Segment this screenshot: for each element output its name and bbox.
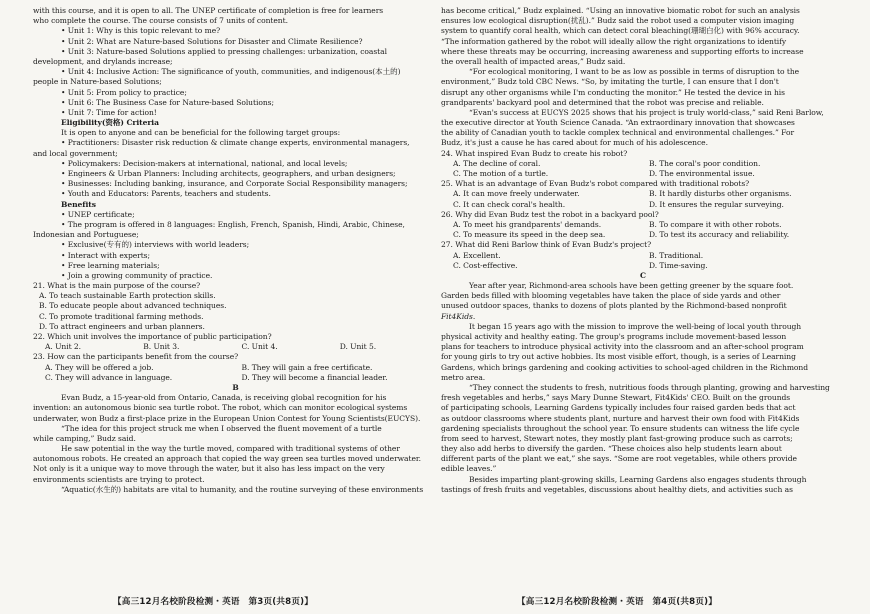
text-line: while camping,” Budz said. [33,433,136,443]
answer-option: A. It can move freely underwater. [453,189,580,199]
text-line: 22. Which unit involves the importance of public participation? [33,332,272,341]
text-line: has become critical,” Budz explained. “Using an innovative biomatic robot for such an analysis [441,6,800,15]
question: 25. What is an advantage of Evan Budz's robot compared with traditional robots? [441,179,750,189]
text-line: Evan Budz, a 15-year-old from Ontario, Canada, is receiving global recognition for his [61,393,387,403]
text-line: • Youth and Educators: Parents, teachers and students. [61,189,271,199]
text-line: where these threats may be occurring, increasing awareness and supporting efforts to increase [441,46,804,56]
text-line: “They connect the students to fresh, nutritious foods through planting, growing and harvesting [469,382,830,392]
text-line: as outdoor classrooms where students plant, nurture and harvest their own food with Fit4Kids [441,413,800,423]
question: 23. How can the participants benefit from the course? [33,352,239,362]
text-line: system to quantify coral health, which can detect coral bleaching(珊瑚白化) with 96% accuracy. [441,26,800,36]
answer-option: B. To compare it with other robots. [649,219,782,229]
text-line: environment,” Budz told CBC News. “So, by imitating the turtle, I can ensure that I don't [441,77,779,87]
text-line: from seed to harvest, Stewart notes, they mostly plant fast-growing produce such as carrots; [441,433,793,443]
answer-options [33,363,438,373]
left-column [33,6,438,495]
text-line: gardening specialists throughout the school year. To ensure students can witness the life cycle [441,423,800,433]
text-line: • The program is offered in 8 languages: English, French, Spanish, Hindi, Arabic, Chinese, [61,219,405,229]
answer-options [33,342,438,352]
text-line: • Unit 5: From policy to practice; [61,87,187,97]
text-line: • Join a growing community of practice. [61,270,213,280]
text-line: 21. What is the main purpose of the course? [33,281,201,291]
text-line: Gardens, which brings gardening and cooking activities to school-aged children in the Richmond [441,362,809,372]
text-line: • Unit 7: Time for action! [61,107,157,117]
answer-option: A. They will be offered a job. [45,362,154,372]
text-line: the executive director at Youth Science Canada. “An extraordinary innovation that showcases [441,118,795,128]
answer-option: B. The coral's poor condition. [649,158,761,168]
answer-option: C. Cost-effective. [453,260,518,270]
answer-options [441,261,845,271]
text-line: people in Nature-based Solutions; [33,77,162,87]
answer-options [441,230,845,240]
text-line: who complete the course. The course consists of 7 units of content. [33,16,288,26]
text-line: It is open to anyone and can be beneficial for the following target groups: [61,128,341,138]
text-line: “For ecological monitoring, I want to be as low as possible in terms of disruption to the [469,67,800,77]
text-line: • Unit 2: What are Nature-based Solutions for Disaster and Climate Resilience? [61,36,363,46]
answer-option: D. It ensures the regular surveying. [649,199,784,209]
footer-right: 【高三12月名校阶段检测・英语 第4页(共8页)】 [517,597,718,607]
text-line: • UNEP certificate; [61,209,135,219]
text-line: metro area. [441,372,486,382]
text-line: Indonesian and Portuguese; [33,230,139,240]
text-line: Fit4Kids. [441,311,476,321]
text-line: autonomous robots. He created an approach that copied the way green sea turtles moved underwater. [33,454,421,464]
answer-option: C. Unit 4. [241,342,278,352]
text-line: A. To teach sustainable Earth protection skills. [39,291,216,301]
text-line: • Unit 1: Why is this topic relevant to me? [61,26,221,36]
answer-option: A. Unit 2. [45,342,82,352]
text-line: • Policymakers: Decision-makers at international, national, and local levels; [61,158,348,168]
text-line: Year after year, Richmond-area schools have been getting greener by the square foot. [469,281,794,291]
text-line: of participating schools, Learning Gardens typically includes four raised garden beds that act [441,403,796,413]
footer-left: 【高三12月名校阶段检测・英语 第3页(共8页)】 [113,597,314,607]
text-line: • Unit 3: Nature-based Solutions applied to pressing challenges: urbanization, coastal [61,46,387,56]
text-line: • Unit 4: Inclusive Action: The significance of youth, communities, and indigenous(本土的) [61,67,401,77]
text-line: physical activity and healthy eating. The group's programs include movement-based lesson [441,332,787,341]
answer-option: B. It hardly disturbs other organisms. [649,189,792,199]
text-line: grandparents' backyard pool and determined that the robot was precise and reliable. [441,97,764,107]
text-line: It began 15 years ago with the mission to improve the well-being of local youth through [469,321,802,331]
text-line: ensures low ecological disruption(扰乱).” Budz said the robot used a computer vision imaging [441,16,795,26]
answer-option: D. Time-saving. [649,260,708,270]
text-line: “The information gathered by the robot will ideally allow the right organizations to identify [441,36,787,46]
answer-option: C. It can check coral's health. [453,199,566,209]
text-line: 24. What inspired Evan Budz to create his robot? [441,148,628,158]
answer-options [441,169,845,179]
answer-options [441,159,845,169]
question: 26. Why did Evan Budz test the robot in a backyard pool? [441,209,659,219]
text-line: edible leaves.” [441,464,497,474]
text-line: invention: an autonomous bionic sea turtle robot. The robot, which can monitor ecological systems [33,403,408,413]
text-line: • Unit 6: The Business Case for Nature-based Solutions; [61,97,274,107]
text-line: • Free learning materials; [61,260,160,270]
text-line: • Engineers & Urban Planners: Including architects, geographers, and urban designers; [61,169,396,178]
text-line: and local government; [33,148,118,158]
right-column [441,6,845,495]
text-line: B. To educate people about advanced techniques. [39,301,227,311]
text-line: tastings of fresh fruits and vegetables, discussions about healthy diets, and activities such as [441,484,793,494]
text-line: development, and drylands increase; [33,56,173,66]
text-line: they also add herbs to diversify the garden. “These choices also help students learn about [441,444,782,454]
text-line: fresh vegetables and herbs,” says Mary Dunne Stewart, Fit4Kids' CEO. Built on the grounds [441,393,791,403]
answer-option: C. To measure its speed in the deep sea. [453,230,606,240]
text-line: “The idea for this project struck me when I observed the fluent movement of a turtle [61,423,382,433]
text-line: plans for teachers to introduce physical activity into the classroom and an after-school program [441,342,804,352]
answer-option: A. Excellent. [453,250,501,260]
text-line: Besides imparting plant-growing skills, Learning Gardens also engages students through [469,474,807,484]
text-line: with this course, and it is open to all. The UNEP certificate of completion is free for learners [33,6,384,15]
answer-options [441,200,845,210]
text-line: • Interact with experts; [61,250,150,260]
text-line: “Aquatic(水生的) habitats are vital to humanity, and the routine surveying of these environments [61,484,424,494]
answer-option: B. They will gain a free certificate. [241,362,373,372]
answer-options [441,220,845,230]
answer-option: C. The motion of a turtle. [453,169,549,178]
question: 27. What did Reni Barlow think of Evan Budz's project? [441,240,652,250]
text-line: • Businesses: Including banking, insurance, and Corporate Social Responsibility managers; [61,179,408,189]
answer-options [33,373,438,383]
text-line: underwater, won Budz a first-place prize in the European Union Contest for Young Scientists(EUCYS). [33,413,421,423]
answer-option: D. The environmental issue. [649,169,755,178]
text-line: “Evan's success at EUCYS 2025 shows that his project is truly world-class,” said Reni Barlow, [469,107,824,117]
answer-option: B. Traditional. [649,250,704,260]
text-line: Eligibility(资格) Criteria [61,118,159,128]
text-line: the ability of Canadian youth to tackle complex technical and environmental challenges.” For [441,128,795,138]
section-heading: C [640,270,646,280]
text-line: environments scientists are trying to protect. [33,474,205,484]
text-line: unused outdoor spaces, thanks to dozens of plots planted by the Richmond-based nonprofit [441,301,787,311]
answer-option: C. They will advance in language. [45,372,173,382]
text-line: D. To attract engineers and urban planners. [39,321,205,331]
section-heading: B [232,382,239,392]
text-line: Not only is it a unique way to move through the water, but it also has less impact on the very [33,464,385,474]
text-line: different parts of the plant we eat,” she says. “Some are root vegetables, while others provide [441,454,797,464]
text-line: C. To promote traditional farming methods. [39,311,204,321]
text-line: Benefits [61,199,96,209]
text-line: He saw potential in the way the turtle moved, compared with traditional systems of other [61,444,400,454]
answer-option: A. The decline of coral. [453,158,541,168]
answer-option: A. To meet his grandparents' demands. [453,219,602,229]
text-line: for young girls to try out active hobbies. Its most visible effort, though, is a series of Learning [441,352,796,362]
answer-option: B. Unit 3. [143,342,180,352]
text-line: • Exclusive(专有的) interviews with world leaders; [61,240,250,250]
text-line: disrupt any other organisms while I'm conducting the monitor.” He tested the device in his [441,87,785,97]
text-line: the overall health of impacted areas,” Budz said. [441,56,626,66]
text-line: • Practitioners: Disaster risk reduction & climate change experts, environmental managers, [61,138,410,148]
answer-options [441,189,845,199]
answer-option: D. To test its accuracy and reliability. [649,230,790,240]
text-line: Budz, it's just a cause he has cared about for much of his adolescence. [441,138,708,148]
text-line: Garden beds filled with blooming vegetables have taken the place of side yards and other [441,291,781,301]
answer-options [441,251,845,261]
answer-option: D. Unit 5. [339,342,377,352]
answer-option: D. They will become a financial leader. [241,372,388,382]
